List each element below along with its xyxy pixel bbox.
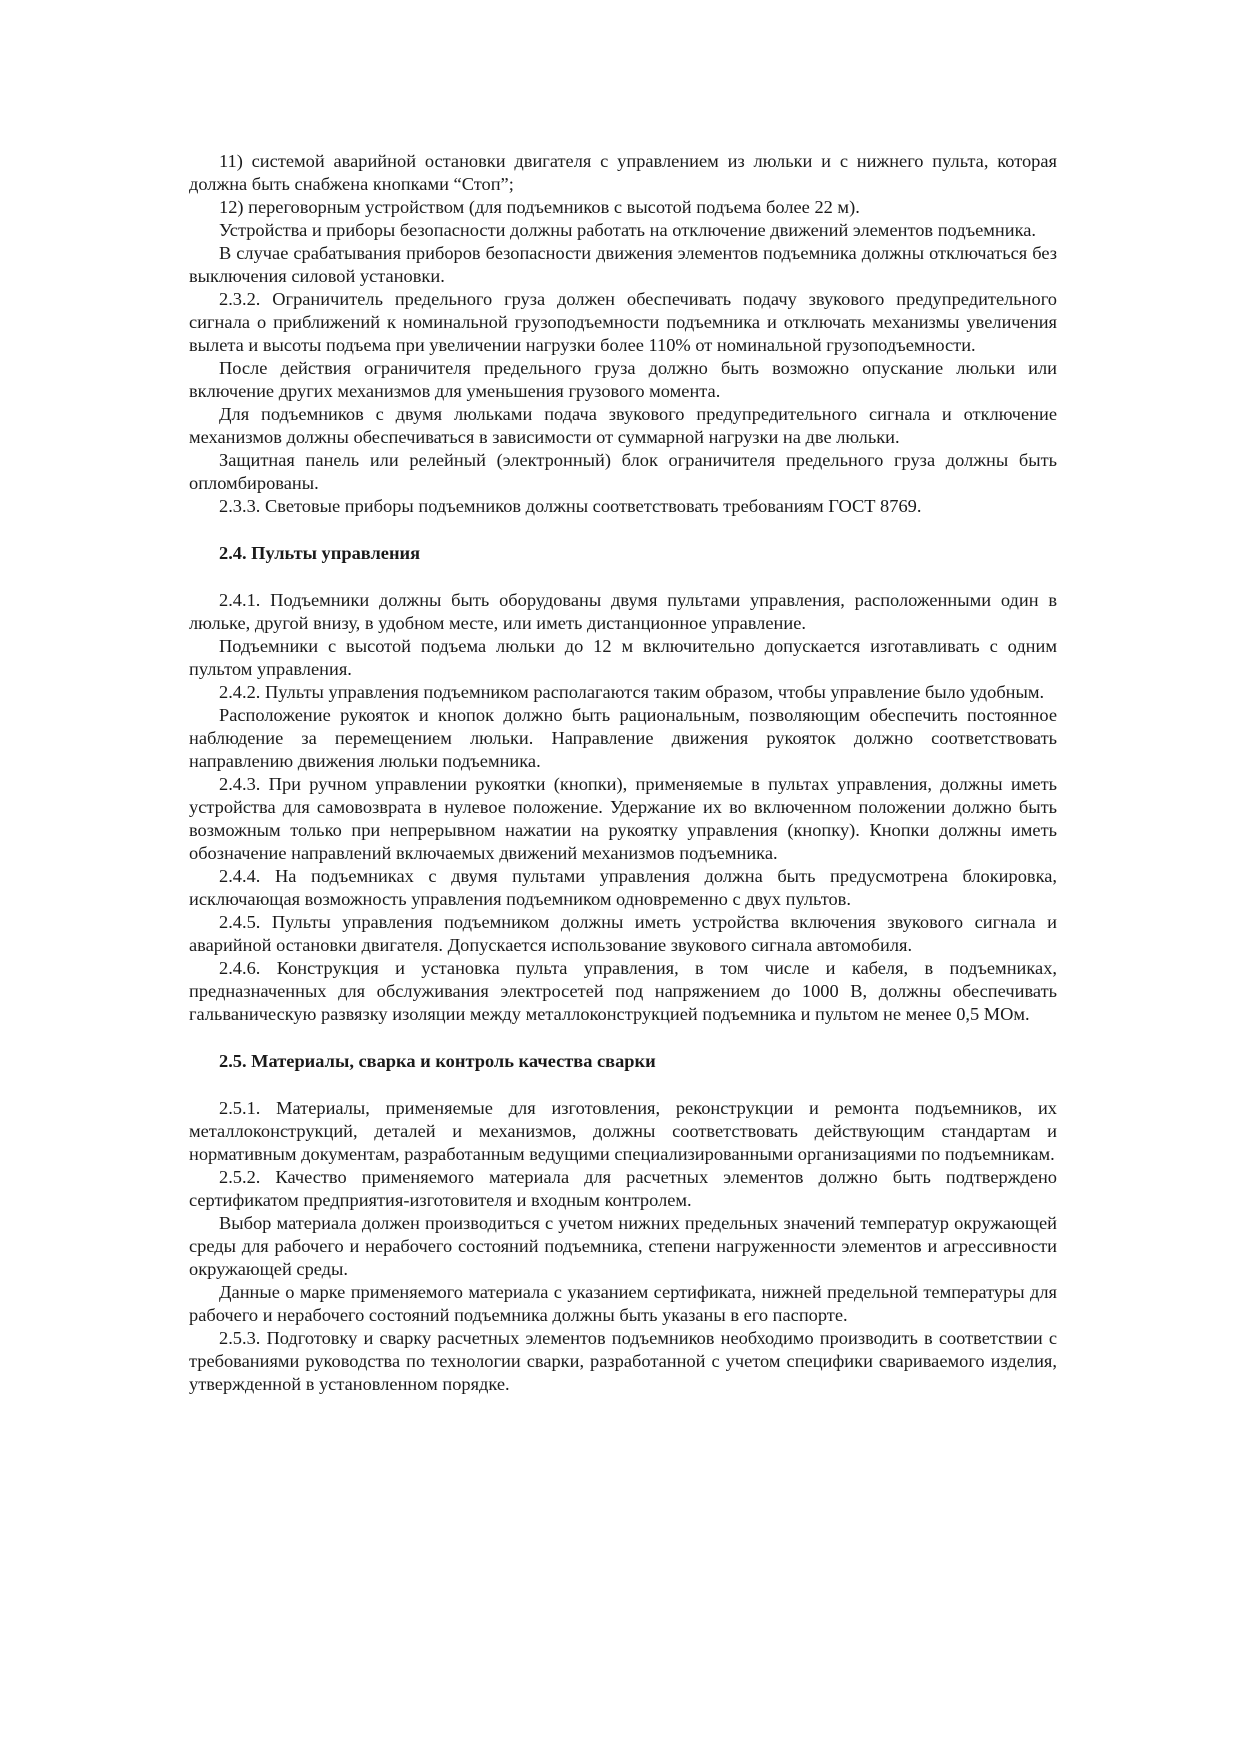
document-page xyxy=(189,150,1057,1396)
paragraph-material-data: Данные о марке применяемого материала с указанием сертификата, нижней предельной температуры для рабочего и нерабочего состояний подъемника должны быть указаны в его паспорте. xyxy=(189,1282,1057,1325)
paragraph-material-choice: Выбор материала должен производиться с учетом нижних предельных значений температур окружающей среды для рабочего и нерабочего состояний подъемника, степени нагруженности элементов и агрессивности окружающей среды. xyxy=(189,1213,1057,1279)
paragraph-2-5-3: 2.5.3. Подготовку и сварку расчетных элементов подъемников необходимо производить в соответствии с требованиями руководства по технологии сварки, разработанной с учетом специфики свариваемого изделия, утвержденной в установленном порядке. xyxy=(189,1328,1057,1394)
paragraph-2-3-2: 2.3.2. Ограничитель предельного груза должен обеспечивать подачу звукового предупредительного сигнала о приближений к номинальной грузоподъемности подъемника и отключать механизмы увеличения вылета и высоты подъема при увеличении нагрузки более 110% от номинальной грузоподъемности. xyxy=(189,289,1057,355)
paragraph-item-12: 12) переговорным устройством (для подъемников с высотой подъема более 22 м). xyxy=(219,197,860,217)
paragraph-2-5-2: 2.5.2. Качество применяемого материала для расчетных элементов должно быть подтверждено сертификатом предприятия-изготовителя и входным контролем. xyxy=(189,1167,1057,1210)
paragraph-2-4-1: 2.4.1. Подъемники должны быть оборудованы двумя пультами управления, расположенными один в люльке, другой внизу, в удобном месте, или иметь дистанционное управление. xyxy=(189,590,1057,633)
paragraph-limiter-after: После действия ограничителя предельного груза должно быть возможно опускание люльки или включение других механизмов для уменьшения грузового момента. xyxy=(189,358,1057,401)
paragraph-single-panel: Подъемники с высотой подъема люльки до 12 м включительно допускается изготавливать с одним пультом управления. xyxy=(189,636,1057,679)
paragraph-safety-trigger: В случае срабатывания приборов безопасности движения элементов подъемника должны отключаться без выключения силовой установки. xyxy=(189,243,1057,286)
paragraph-two-cradles: Для подъемников с двумя люльками подача звукового предупредительного сигнала и отключение механизмов должны обеспечиваться в зависимости от суммарной нагрузки на две люльки. xyxy=(189,404,1057,447)
paragraph-2-4-3: 2.4.3. При ручном управлении рукоятки (кнопки), применяемые в пультах управления, должны иметь устройства для самовозврата в нулевое положение. Удержание их во включенном положении должно быть возможным только при непрерывном нажатии на рукоятку управления (кнопку). Кнопки должны иметь обозначение направлений включаемых движений механизмов подъемника. xyxy=(189,774,1057,863)
section-heading-2-4: 2.4. Пульты управления xyxy=(219,543,421,563)
paragraph-safety-devices: Устройства и приборы безопасности должны работать на отключение движений элементов подъемника. xyxy=(219,220,1036,240)
section-heading-2-5: 2.5. Материалы, сварка и контроль качества сварки xyxy=(219,1051,656,1071)
paragraph-2-3-3: 2.3.3. Световые приборы подъемников должны соответствовать требованиям ГОСТ 8769. xyxy=(219,496,922,516)
paragraph-item-11: 11) системой аварийной остановки двигателя с управлением из люльки и с нижнего пульта, которая должна быть снабжена кнопками “Стоп”; xyxy=(189,151,1057,194)
paragraph-2-5-1: 2.5.1. Материалы, применяемые для изготовления, реконструкции и ремонта подъемников, их металлоконструкций, деталей и механизмов, должны соответствовать действующим стандартам и нормативным документам, разработанным ведущими специализированными организациями по подъемникам. xyxy=(189,1098,1057,1164)
paragraph-2-4-6: 2.4.6. Конструкция и установка пульта управления, в том числе и кабеля, в подъемниках, предназначенных для обслуживания электросетей под напряжением до 1000 В, должны обеспечивать гальваническую развязку изоляции между металлоконструкцией подъемника и пультом не менее 0,5 МОм. xyxy=(189,958,1057,1024)
paragraph-handles-layout: Расположение рукояток и кнопок должно быть рациональным, позволяющим обеспечить постоянное наблюдение за перемещением люльки. Направление движения рукояток должно соответствовать направлению движения люльки подъемника. xyxy=(189,705,1057,771)
paragraph-2-4-2: 2.4.2. Пульты управления подъемником располагаются таким образом, чтобы управление было удобным. xyxy=(219,682,1045,702)
paragraph-2-4-4: 2.4.4. На подъемниках с двумя пультами управления должна быть предусмотрена блокировка, исключающая возможность управления подъемником одновременно с двух пультов. xyxy=(189,866,1057,909)
paragraph-sealed-panel: Защитная панель или релейный (электронный) блок ограничителя предельного груза должны быть опломбированы. xyxy=(189,450,1057,493)
paragraph-2-4-5: 2.4.5. Пульты управления подъемником должны иметь устройства включения звукового сигнала и аварийной остановки двигателя. Допускается использование звукового сигнала автомобиля. xyxy=(189,912,1057,955)
